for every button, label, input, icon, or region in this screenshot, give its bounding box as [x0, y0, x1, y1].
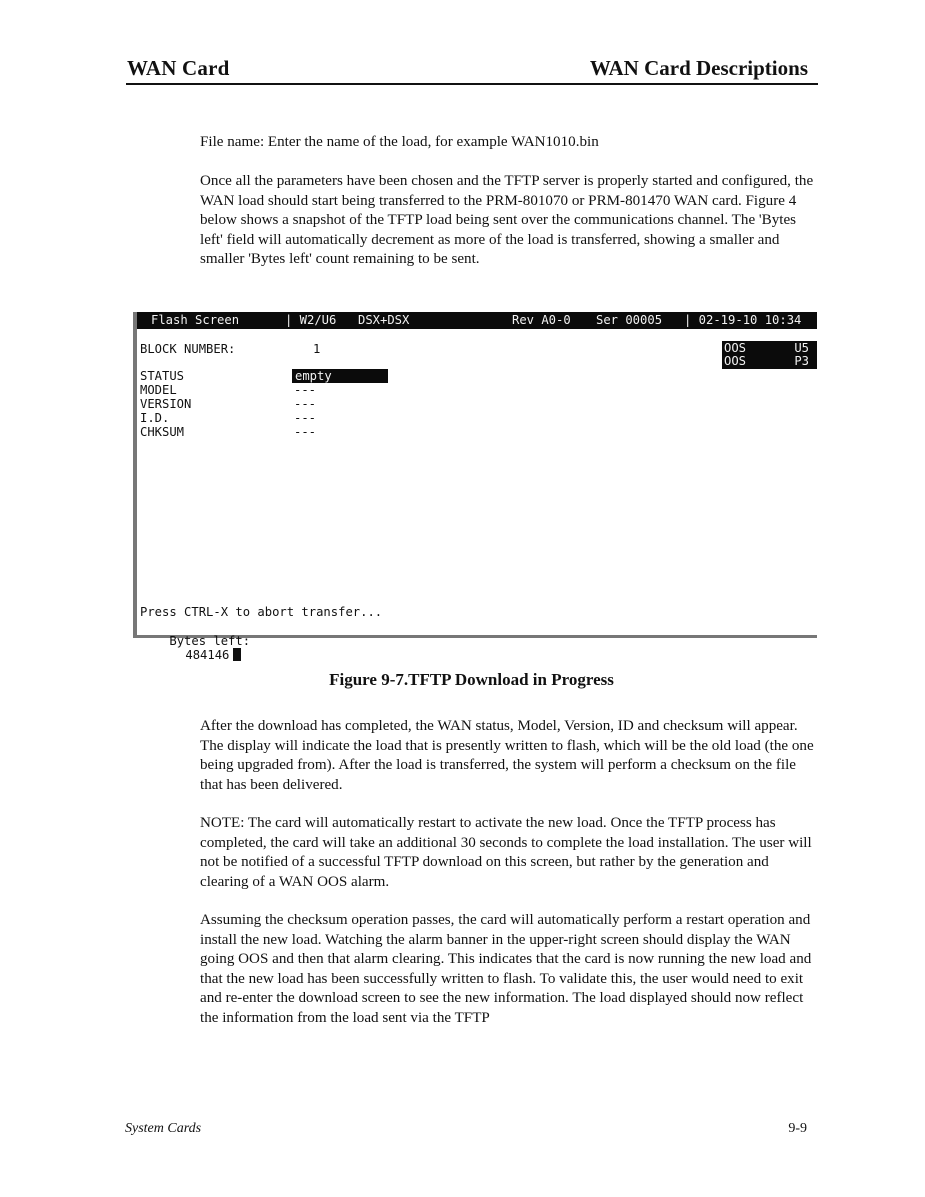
paragraph-transfer	[200, 172, 820, 270]
cursor-block-icon	[233, 648, 241, 661]
figure-caption: Figure 9-7.TFTP Download in Progress	[329, 670, 614, 689]
header-title-left: WAN Card	[127, 56, 230, 80]
terminal-ser: Ser 00005	[596, 313, 663, 327]
paragraph-checksum	[200, 911, 820, 1029]
version-label: VERSION	[140, 397, 192, 411]
header-rule	[126, 83, 818, 85]
paragraph-text: Assuming the checksum operation passes, the card will automatically perform a restart operation and install the new load. Watching the alarm banner in the upper-right screen should display the WAN going OOS and then that alarm clearing. This indicates that the card is now running the new load and that the new load has been successfully written to flash. To validate this, the user would need to exit and re-enter the download screen to see the new information. The load displayed should now reflect the information from the load sent via the TFTP	[200, 912, 812, 1026]
status-label: STATUS	[140, 369, 185, 383]
paragraph-note	[200, 814, 820, 892]
model-value: ---	[294, 383, 317, 397]
id-label: I.D.	[140, 411, 170, 425]
terminal-datetime: | 02-19-10 10:34	[684, 313, 802, 327]
block-number-label: BLOCK NUMBER:	[140, 342, 236, 356]
terminal-screenshot	[133, 312, 817, 662]
terminal-mode: DSX+DSX	[358, 313, 410, 327]
paragraph-text: File name: Enter the name of the load, for example WAN1010.bin	[200, 134, 599, 150]
abort-message: Press CTRL-X to abort transfer...	[140, 605, 383, 619]
bytes-left-label: Bytes left:	[169, 634, 251, 648]
terminal-rev: Rev A0-0	[512, 313, 571, 327]
footer-section-title: System Cards	[125, 1121, 202, 1136]
terminal-title-bar	[137, 312, 817, 329]
paragraph-after-download	[200, 717, 820, 795]
id-value: ---	[294, 411, 317, 425]
alarm-row2-code: P3	[794, 354, 809, 368]
footer-page-number: 9-9	[788, 1121, 807, 1136]
paragraph-text: After the download has completed, the WAN status, Model, Version, ID and checksum will appear. The display will indicate the load that is presently written to flash, which will be the old load (the one being upgraded from). After the load is transferred, the system will perform a checksum on the file that has been delivered.	[200, 718, 814, 793]
status-value: empty	[292, 369, 388, 383]
bytes-left-value: 484146	[185, 648, 230, 662]
terminal-slot: | W2/U6	[285, 313, 337, 327]
chksum-value: ---	[294, 425, 317, 439]
header-title-right: WAN Card Descriptions	[589, 56, 808, 80]
paragraph-text: Once all the parameters have been chosen and the TFTP server is properly started and configured, the WAN load should start being transferred to the PRM-801070 or PRM-801470 WAN card. Figure 4 below shows a snapshot of the TFTP load being sent over the communications channel. The 'Bytes left' field will automatically decrement as more of the load is transferred, showing a smaller and smaller 'Bytes left' count remaining to be sent.	[200, 173, 814, 268]
alarm-banner	[722, 341, 817, 369]
alarm-row1-code: U5	[794, 341, 809, 355]
paragraph-text: NOTE: The card will automatically restart to activate the new load. Once the TFTP process has completed, the card will take an additional 30 seconds to complete the load installation. The user will not be notified of a successful TFTP download on this screen, but rather by the generation and clearing of a WAN OOS alarm.	[200, 815, 812, 890]
model-label: MODEL	[140, 383, 177, 397]
version-value: ---	[294, 397, 317, 411]
alarm-row1-state: OOS	[724, 341, 747, 355]
block-number-value: 1	[313, 342, 321, 356]
alarm-row2-state: OOS	[724, 354, 747, 368]
bytes-left-line	[140, 620, 250, 676]
paragraph-file-name	[200, 133, 820, 153]
terminal-screen-title: Flash Screen	[151, 313, 240, 327]
chksum-label: CHKSUM	[140, 425, 185, 439]
